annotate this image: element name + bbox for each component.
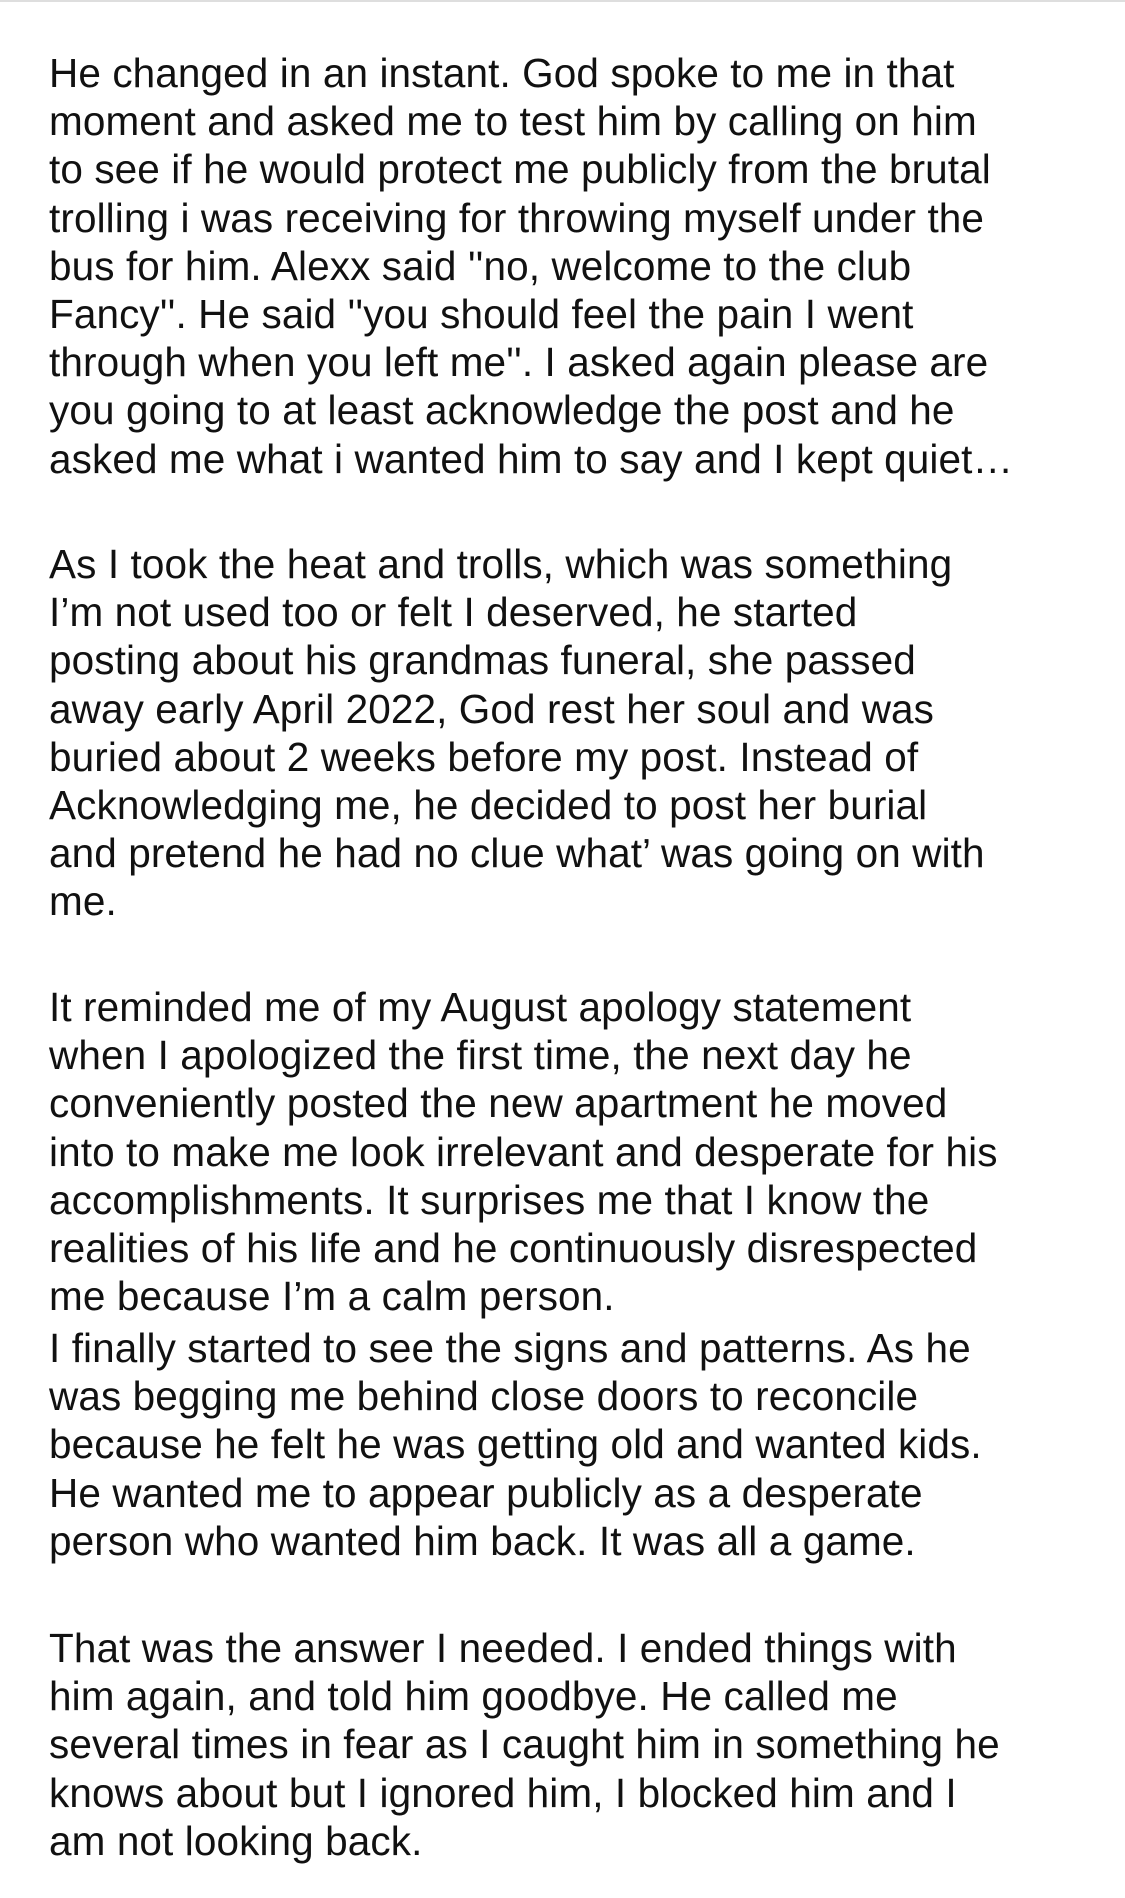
text-line: through when you left me''. I asked again please are xyxy=(49,339,989,386)
text-line: him again, and told him goodbye. He called me xyxy=(49,1673,898,1720)
text-line: He changed in an instant. God spoke to me in that xyxy=(49,50,955,96)
text-line: trolling i was receiving for throwing myself under the xyxy=(49,194,985,241)
paragraph-2 xyxy=(49,540,985,926)
text-line: conveniently posted the new apartment he moved xyxy=(49,1080,948,1127)
text-line: I’m not used too or felt I deserved, he started xyxy=(49,589,858,636)
paragraph-3 xyxy=(49,983,998,1320)
top-divider xyxy=(0,0,1125,2)
text-line: buried about 2 weeks before my post. Instead of xyxy=(49,733,919,780)
text-line: into to make me look irrelevant and desperate for his xyxy=(49,1128,998,1175)
text-line: Fancy''. He said ''you should feel the pain I went xyxy=(49,291,914,338)
text-line: am not looking back. xyxy=(49,1817,423,1864)
text-line: was begging me behind close doors to reconcile xyxy=(49,1373,919,1420)
text-line: person who wanted him back. It was all a game. xyxy=(49,1517,916,1564)
text-line: to see if he would protect me publicly from the brutal xyxy=(49,146,991,193)
text-line: because he felt he was getting old and wanted kids. xyxy=(49,1421,982,1468)
text-line: knows about but I ignored him, I blocked him and I xyxy=(49,1769,957,1816)
text-line: bus for him. Alexx said ''no, welcome to the club xyxy=(49,242,912,289)
text-line: asked me what i wanted him to say and I kept quiet… xyxy=(49,435,1014,482)
text-line: you going to at least acknowledge the post and he xyxy=(49,387,955,434)
text-line: realities of his life and he continuously disrespected xyxy=(49,1225,978,1272)
text-line: He wanted me to appear publicly as a desperate xyxy=(49,1469,923,1516)
text-line: It reminded me of my August apology statement xyxy=(49,984,912,1030)
text-line: As I took the heat and trolls, which was something xyxy=(49,541,953,587)
text-line: moment and asked me to test him by calling on him xyxy=(49,98,977,145)
paragraph-1 xyxy=(49,49,1013,483)
text-line: That was the answer I needed. I ended things with xyxy=(49,1625,957,1671)
paragraph-4 xyxy=(49,1324,982,1565)
text-line: me. xyxy=(49,878,117,925)
text-line: away early April 2022, God rest her soul and was xyxy=(49,685,935,732)
text-line: I finally started to see the signs and patterns. As he xyxy=(49,1325,971,1371)
text-line: and pretend he had no clue what’ was going on with xyxy=(49,830,985,877)
text-line: when I apologized the first time, the next day he xyxy=(49,1032,912,1079)
text-line: me because I’m a calm person. xyxy=(49,1273,615,1320)
text-line: Acknowledging me, he decided to post her burial xyxy=(49,782,928,829)
text-line: posting about his grandmas funeral, she passed xyxy=(49,637,916,684)
text-line: several times in fear as I caught him in something he xyxy=(49,1721,1000,1768)
paragraph-5 xyxy=(49,1624,1000,1865)
text-line: accomplishments. It surprises me that I know the xyxy=(49,1176,930,1223)
